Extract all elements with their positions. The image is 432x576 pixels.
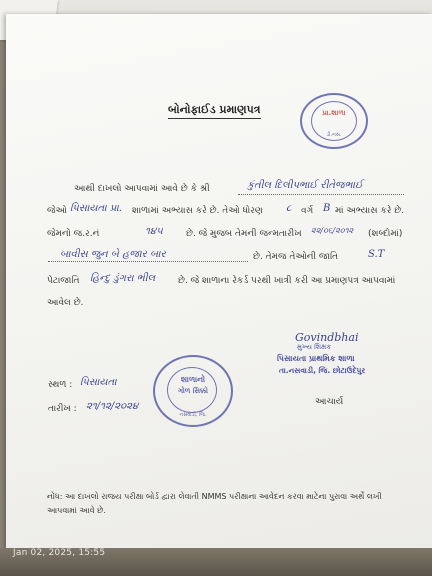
line2-suffix: માં અભ્યાસ કરે છે. bbox=[335, 206, 405, 216]
seal-top-center-text: પ્રા.શાળા bbox=[322, 109, 346, 117]
round-seal-line2: ગોળ સિક્કો bbox=[178, 387, 208, 395]
note-line1: નોંધ: આ દાખલો રાજય પરીક્ષા બોર્ડ દ્વારા લેવાતી NMMS પરીક્ષાના આવેદન કરવા માટેના પુરાવા અર્થે લખી bbox=[47, 492, 382, 501]
standard-value: ૮ bbox=[286, 203, 292, 214]
date-value: ૨૧/૧૨/૨૦૨૪ bbox=[86, 401, 139, 412]
photo-timestamp: Jan 02, 2025, 15:55 bbox=[13, 548, 106, 558]
line4-middle: છે. તેમજ તેઓની જાતિ bbox=[253, 252, 339, 262]
seal-top-bottom-text: ડી.નસ. bbox=[326, 132, 342, 138]
dob-in-words: બાવીસ જુન બે હજાર બાર bbox=[60, 249, 166, 260]
date-label: તારીખ : bbox=[48, 404, 77, 414]
certificate-title: બોનોફાઈડ પ્રમાણપત્ર bbox=[168, 103, 261, 119]
place-value: પિસાયતા bbox=[80, 377, 117, 388]
place-label: સ્થળ : bbox=[48, 380, 73, 390]
line3-prefix: જેમનો જ.ર.નં bbox=[47, 229, 100, 239]
principal-stamp-line2: પિસાયતા પ્રાથમિક શાળા bbox=[277, 354, 355, 363]
division-label: વર્ગ bbox=[301, 206, 314, 216]
sub-caste-value: હિન્દુ ડુંગરા ભીલ bbox=[90, 273, 156, 284]
line1-prefix: આથી દાખલો આપવામાં આવે છે કે શ્રી bbox=[74, 184, 210, 194]
line5-suffix: છે. જે શાળાના રેકર્ડ પરથી ખાત્રી કરી આ પ્રમાણપત્ર આપવામાં bbox=[178, 276, 396, 286]
line3-middle: છે. જે મુજબ તેમની જન્મતારીખ bbox=[186, 229, 302, 239]
school-seal-top bbox=[300, 93, 368, 149]
caste-value: S.T bbox=[368, 249, 385, 260]
principal-stamp-line3: તા.નસવાડી, જિ. છોટાઉદેપુર bbox=[279, 366, 366, 375]
line2-prefix: જેઓ bbox=[47, 206, 67, 216]
gr-number: ૧૪૫ bbox=[145, 226, 163, 237]
principal-stamp bbox=[275, 333, 393, 385]
line6: આવેલ છે. bbox=[47, 298, 84, 308]
division-value: B bbox=[323, 203, 331, 214]
dob-value: ૨૨/૦૬/૨૦૧૨ bbox=[311, 226, 354, 235]
line5-prefix: પેટાજાતિ bbox=[47, 276, 80, 286]
line2-middle: શાળામાં અભ્યાસ કરે છે. તેઓ ધોરણ bbox=[132, 206, 263, 216]
line3-suffix: (શબ્દોમાં) bbox=[368, 229, 403, 239]
round-seal-line1: શાળાનો bbox=[180, 375, 206, 384]
round-seal-bottom: નસવાડી, જિ. bbox=[179, 412, 207, 418]
school-name: પિસાયતા પ્રા. bbox=[70, 203, 122, 214]
note-line2: આપવામાં આવે છે. bbox=[47, 506, 106, 515]
principal-label: આચાર્ય bbox=[315, 397, 344, 407]
school-round-seal bbox=[153, 355, 233, 427]
principal-signature: Govindbhai bbox=[295, 331, 359, 344]
student-name: કુંતીલ દિલીપભાઈ રીતેજભાઈ bbox=[247, 180, 363, 191]
principal-stamp-line1: મુખ્ય શિક્ષક bbox=[297, 343, 332, 351]
